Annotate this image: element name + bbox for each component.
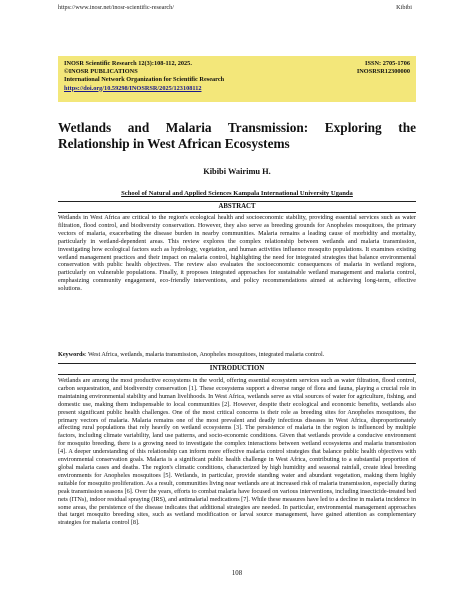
intro-heading-rule: [58, 374, 416, 375]
journal-doi-link[interactable]: https://doi.org/10.59298/INOSRSR/2025/123108112: [64, 84, 202, 92]
article-title: Wetlands and Malaria Transmission: Exploring the Relationship in West African Ecosystems: [58, 120, 416, 151]
journal-citation: INOSR Scientific Research 12(3):108-112, 2025.: [64, 60, 192, 67]
header-author-label: Kibibi: [396, 4, 412, 11]
abstract-text: Wetlands in West Africa are critical to the region's ecological health and socioeconomic stability, providing essential services such as water filtration, flood control, and biodiversity conservation. However, they also serve as breeding grounds for Anopheles mosquitoes, the primary vectors of malaria, exacerbating the disease burden in nearby communities. Malaria remains a leading cause of morbidity and mortality, particularly in wetland-dependent areas. This review explores the complex relationship between wetlands and malaria transmission, investigating how ecological factors such as hydrology, vegetation, and human activities influence mosquito populations. It examines existing wetland management practices and their impact on malaria control, highlighting the need for integrated strategies that balance environmental conservation with public health objectives. The review also evaluates the socioeconomic consequences of malaria in wetland regions, particularly on vulnerable populations. Finally, it proposes integrated approaches for sustainable wetland management and malaria control, emphasizing community engagement, eco-friendly interventions, and policy recommendations aimed at achieving long-term, effective solutions.: [58, 214, 416, 293]
article-affiliation: School of Natural and Applied Sciences Kampala International University Uganda: [121, 190, 353, 197]
introduction-text: Wetlands are among the most productive ecosystems in the world, offering essential ecosystem services such as water filtration, flood control, carbon sequestration, and biodiversity conservation [1]. These ecosystems support a diverse range of flora and fauna, playing a crucial role in maintaining environmental stability and human livelihoods. In West Africa, wetlands serve as vital sources of water for agriculture, fishing, and domestic use, making them indispensable to local communities [2]. However, despite their ecological and economic benefits, wetlands also present significant public health challenges. One of the most critical concerns is their role as breeding sites for Anopheles mosquitoes, the primary vectors of malaria. Malaria remains one of the most prevalent and deadly infectious diseases in West Africa, disproportionately affecting rural populations that rely heavily on wetland ecosystems [3]. The persistence of malaria in the region is influenced by multiple factors, including climate variability, land use patterns, and socio-economic conditions. Given that wetlands provide a conducive environment for mosquito breeding, there is a growing need to investigate the complex interactions between wetland ecosystems and malaria transmission [4]. A deeper understanding of this relationship can inform more effective malaria control strategies that balance public health objectives with environmental conservation goals. Malaria is a significant public health challenge in West Africa, contributing to a substantial proportion of global malaria cases and deaths. The region's climatic conditions, characterized by high humidity and seasonal rainfall, create ideal breeding environments for Anopheles mosquitoes [5]. Wetlands, in particular, provide standing water and abundant vegetation, making them highly suitable for mosquito proliferation. As a result, communities living near wetlands are at increased risk of malaria transmission, especially during peak transmission seasons [6]. Over the years, efforts to combat malaria have focused on various interventions, including insecticide-treated bed nets (ITNs), indoor residual spraying (IRS), and antimalarial medications [7]. While these measures have led to a decline in malaria incidence in some areas, the persistence of the disease indicates that additional strategies are needed. In particular, environmental management approaches that target mosquito breeding sites, such as wetland modification or larval source management, have gained attention as complementary strategies for malaria control [8].: [58, 377, 416, 527]
article-author: Kibibi Wairimu H.: [203, 167, 271, 176]
journal-publisher: ©INOSR PUBLICATIONS: [64, 68, 138, 76]
journal-issn: ISSN: 2705-1706: [365, 60, 410, 67]
intro-top-rule: [58, 363, 416, 364]
abstract-heading: ABSTRACT: [218, 203, 256, 210]
abstract-body: [58, 214, 416, 293]
journal-info-box: [58, 56, 416, 102]
abstract-heading-rule: [58, 212, 416, 213]
journal-code: INOSRSR12300000: [356, 68, 410, 76]
page-number: 108: [231, 570, 243, 577]
keywords-label: Keywords: [58, 351, 85, 358]
keywords-line: [58, 351, 416, 359]
introduction-body: [58, 377, 416, 527]
header-url[interactable]: https://www.inosr.net/inosr-scientific-research/: [58, 4, 174, 11]
journal-organization: International Network Organization for Scientific Research: [64, 76, 225, 84]
keywords-text: : West Africa, wetlands, malaria transmission, Anopheles mosquitoes, integrated malaria control.: [84, 351, 325, 358]
abstract-top-rule: [58, 201, 416, 202]
introduction-heading: INTRODUCTION: [209, 365, 265, 372]
